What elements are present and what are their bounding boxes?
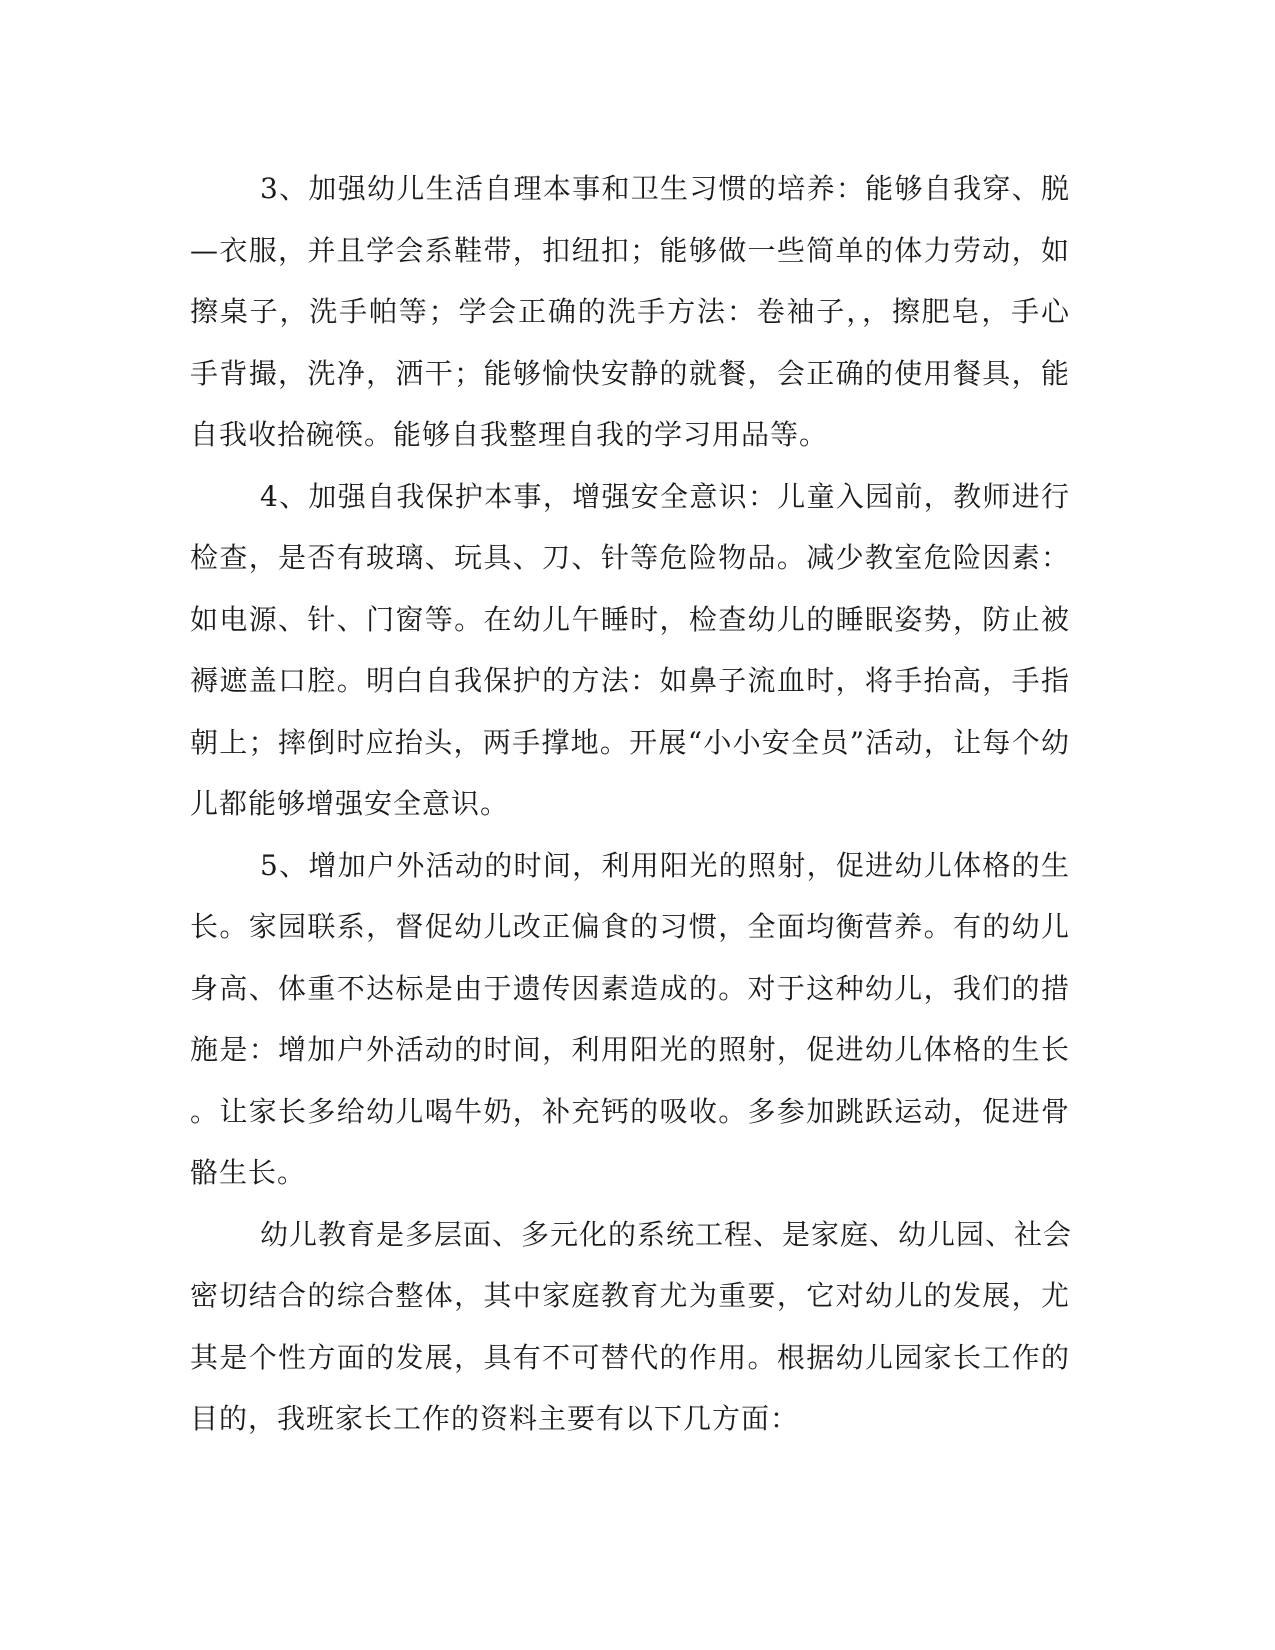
text-line: 密切结合的综合整体，其中家庭教育尤为重要，它对幼儿的发展，尤 [190,1279,1070,1312]
text-line: 4、加强自我保护本事，增强安全意识：儿童入园前，教师进行 [260,479,1070,513]
text-line: 幼儿教育是多层面、多元化的系统工程、是家庭、幼儿园、社会 [260,1217,1073,1251]
text-line: 身高、体重不达标是由于遗传因素造成的。对于这种幼儿，我们的措 [190,971,1070,1005]
text-line: 其是个性方面的发展，具有不可替代的作用。根据幼儿园家长工作的 [190,1340,1070,1374]
text-line: 。让家长多给幼儿喝牛奶，补充钙的吸收。多参加跳跃运动，促进骨 [190,1094,1070,1128]
text-line: 检查，是否有玻璃、玩具、刀、针等危险物品。减少教室危险因素： [190,541,1070,574]
text-line: 褥遮盖口腔。明白自我保护的方法：如鼻子流血时，将手抬高，手指 [190,664,1070,697]
paragraph-safety [190,466,1070,835]
text-line: 3、加强幼儿生活自理本事和卫生习惯的培养：能够自我穿、脱 [260,172,1070,205]
text-line: 手背撮，洗净，洒干；能够愉快安静的就餐，会正确的使用餐具，能 [190,356,1070,390]
paragraph-outdoor-activity [190,835,1070,1204]
document-body [190,158,1073,1450]
text-line: 朝上；摔倒时应抬头，两手撑地。开展“小小安全员”活动，让每个幼 [190,725,1070,759]
paragraph-family-education [190,1204,1073,1450]
text-line: 如电源、针、门窗等。在幼儿午睡时，检查幼儿的睡眠姿势，防止被 [190,602,1070,636]
text-line: 5、增加户外活动的时间，利用阳光的照射，促进幼儿体格的生 [260,848,1070,882]
text-line: 施是：增加户外活动的时间，利用阳光的照射，促进幼儿体格的生长 [190,1033,1070,1066]
paragraph-self-care [190,158,1070,466]
text-line: 自我收拾碗筷。能够自我整理自我的学习用品等。 [190,418,829,451]
text-line: 骼生长。 [190,1156,307,1189]
text-line: 目的，我班家长工作的资料主要有以下几方面： [190,1402,800,1435]
text-line: —衣服，并且学会系鞋带，扣纽扣；能够做一些简单的体力劳动，如 [190,233,1070,267]
text-line: 儿都能够增强安全意识。 [190,787,510,820]
text-line: 擦桌子，洗手帕等；学会正确的洗手方法：卷袖子，，擦肥皂，手心 [190,295,1070,328]
text-line: 长。家园联系，督促幼儿改正偏食的习惯，全面均衡营养。有的幼儿 [190,910,1070,943]
